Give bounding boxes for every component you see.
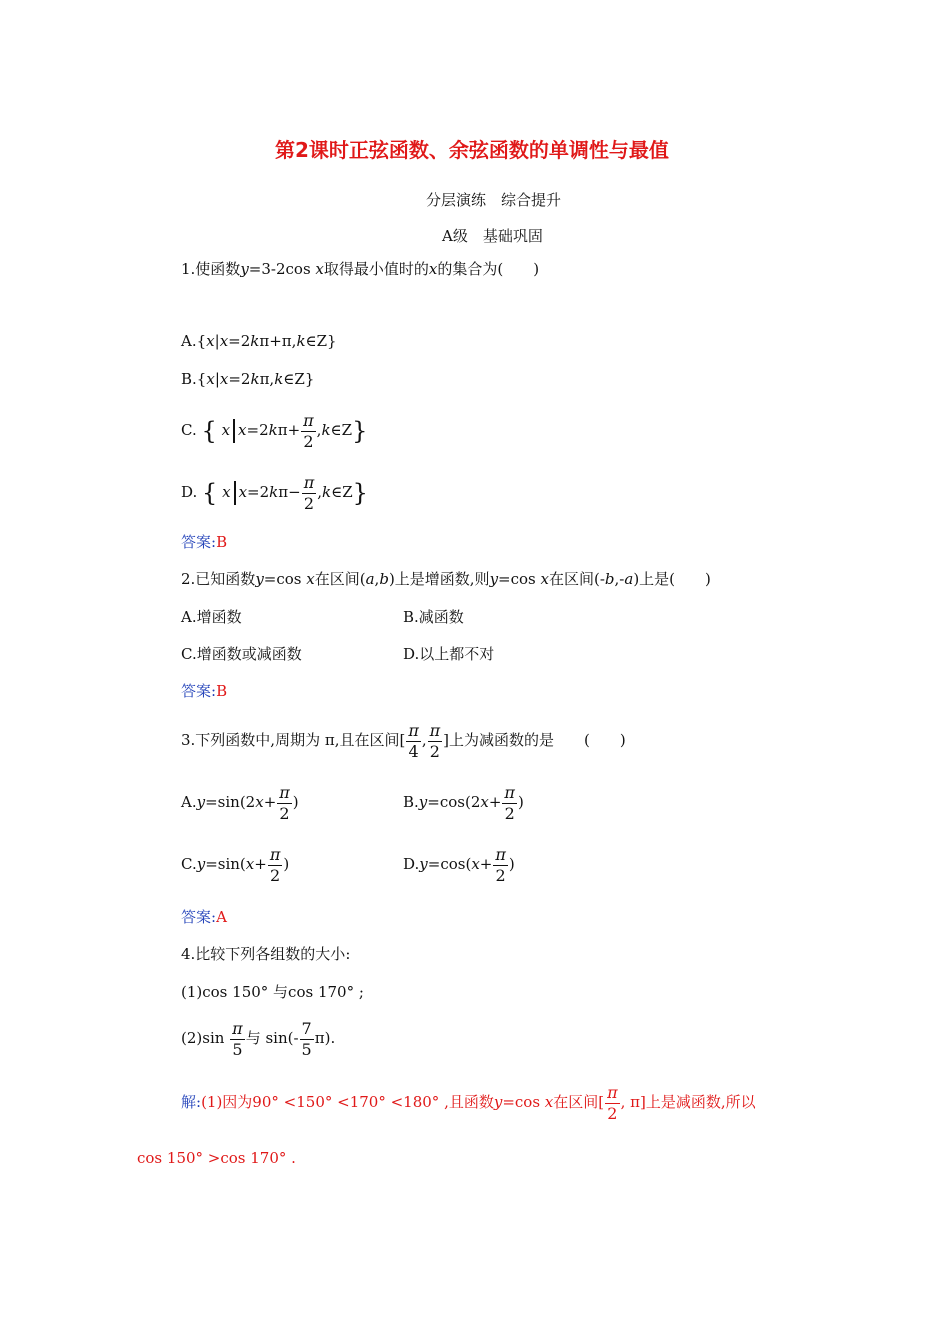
q1-option-b: B.{x|x=2kπ,k∈Z} (181, 370, 315, 388)
subtitle: 分层演练 综合提升 (426, 191, 562, 209)
q3-option-a: A.y=sin(2x+ $\frac{\pi}{2}$ ) (181, 782, 299, 823)
q2-answer: 答案:B (181, 682, 228, 700)
level-heading: A级 基础巩固 (442, 227, 543, 245)
question-1: 1.使函数y=3-2cos x取得最小值时的x的集合为( ) (181, 260, 540, 278)
q4-solution: 解:(1)因为90° <150° <170° <180° ,且函数y=cos x在区间[ $\frac{\pi}{2}$ , π]上是减函数,所以 (181, 1082, 756, 1123)
q1-option-a: A.{x|x=2kπ+π,k∈Z} (181, 332, 337, 350)
q1-answer: 答案:B (181, 533, 228, 551)
q1-option-d: D. { x x=2kπ− $\frac{\pi}{2}$ ,k∈Z} (181, 472, 368, 513)
q2-option-d: D.以上都不对 (403, 645, 495, 663)
q2-option-a: A.增函数 (181, 608, 242, 626)
q2-option-b: B.减函数 (403, 608, 464, 626)
q3-option-c: C.y=sin(x+ $\frac{\pi}{2}$ ) (181, 844, 290, 885)
q1-option-c: C. { x x=2kπ+ $\frac{\pi}{2}$ ,k∈Z} (181, 410, 368, 451)
question-2: 2.已知函数y=cos x在区间(a,b)上是增函数,则y=cos x在区间(-b,-a)上是( ) (181, 570, 711, 588)
q3-answer: 答案:A (181, 908, 227, 926)
page-title: 第2课时正弦函数、余弦函数的单调性与最值 (275, 138, 669, 162)
q2-option-c: C.增函数或减函数 (181, 645, 302, 663)
q4-part-1: (1)cos 150° 与cos 170° ; (181, 983, 364, 1001)
q3-option-d: D.y=cos(x+ $\frac{\pi}{2}$ ) (403, 844, 515, 885)
q4-solution-conclusion: cos 150° >cos 170° . (137, 1149, 296, 1167)
q3-option-b: B.y=cos(2x+ $\frac{\pi}{2}$ ) (403, 782, 524, 823)
question-3: 3.下列函数中,周期为 π,且在区间[ $\frac{\pi}{4}$ , $\frac{\pi}{2}$ ]上为减函数的是 ( ) (181, 720, 626, 761)
question-4: 4.比较下列各组数的大小: (181, 945, 351, 963)
q4-part-2: (2)sin $\frac{\pi}{5}$ 与 sin(- $\frac{7}{5}$ π). (181, 1018, 336, 1059)
